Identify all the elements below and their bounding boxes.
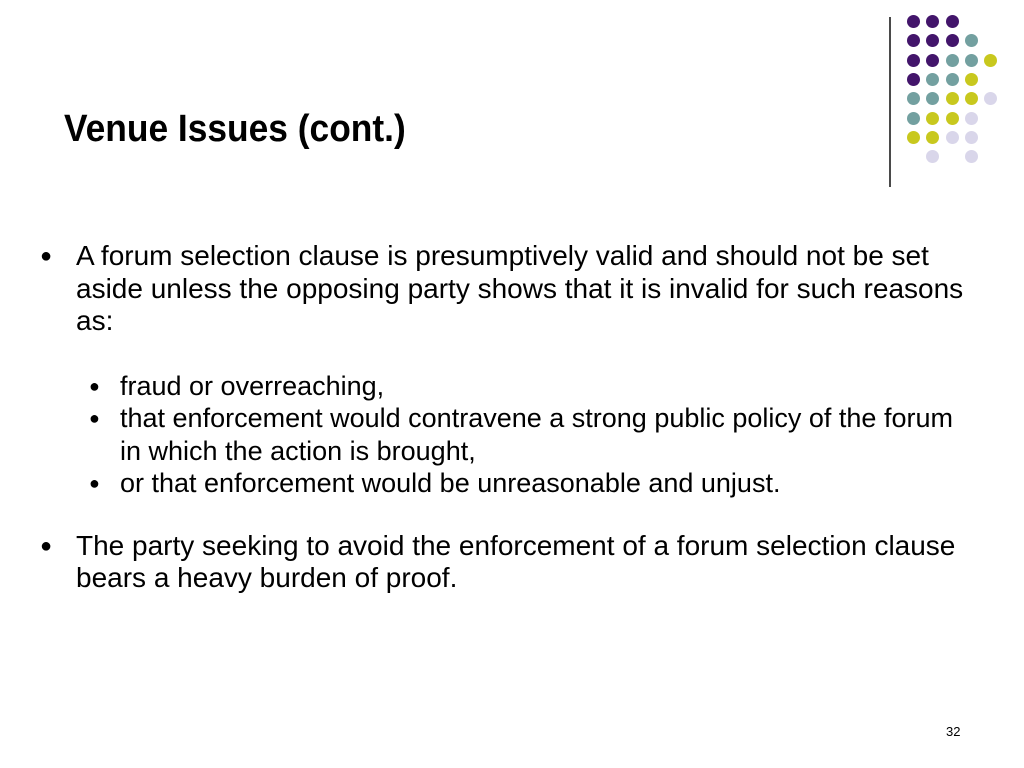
decorative-dot <box>984 54 997 67</box>
decorative-dot <box>946 34 959 47</box>
decorative-dot <box>946 131 959 144</box>
sub-bullet-icon: ● <box>89 375 100 396</box>
bullet-icon: ● <box>40 245 53 267</box>
decorative-dot <box>926 54 939 67</box>
decorative-dot <box>946 112 959 125</box>
sub-bullet-text: or that enforcement would be unreasonable and unjust. <box>120 468 781 498</box>
page-number: 32 <box>946 724 961 739</box>
decorative-dot <box>965 54 978 67</box>
decorative-dot <box>926 34 939 47</box>
decorative-dot <box>926 112 939 125</box>
decorative-dot <box>965 73 978 86</box>
bullet-icon: ● <box>40 534 53 557</box>
slide-body <box>36 240 976 595</box>
sub-bullet-text: that enforcement would contravene a strong public policy of the forum in which the action is brought, <box>120 403 953 466</box>
sub-bullet-icon: ● <box>89 473 100 493</box>
decorative-dot <box>907 92 920 105</box>
decorative-dot <box>926 150 939 163</box>
sub-bullet-list <box>76 370 976 500</box>
sub-bullet-item-fraud <box>76 370 976 403</box>
decorative-dot <box>946 54 959 67</box>
decorative-dot <box>926 92 939 105</box>
decorative-dot <box>965 34 978 47</box>
decorative-dot <box>965 92 978 105</box>
sub-bullet-item-public-policy <box>76 402 976 467</box>
sub-bullet-text: fraud or overreaching, <box>120 370 385 401</box>
decorative-dot <box>907 73 920 86</box>
spacer <box>36 500 976 530</box>
decorative-dot <box>965 131 978 144</box>
bullet-text: The party seeking to avoid the enforcement of a forum selection clause bears a heavy burden of proof. <box>76 529 956 593</box>
decorative-dot-grid <box>907 15 1007 165</box>
slide-title: Venue Issues (cont.) <box>64 108 406 150</box>
decorative-dot <box>984 92 997 105</box>
title-divider-line <box>889 17 891 187</box>
sub-bullet-icon: ● <box>89 408 100 428</box>
bullet-item-forum-clause <box>36 240 976 338</box>
decorative-dot <box>946 92 959 105</box>
decorative-dot <box>907 131 920 144</box>
decorative-dot <box>926 131 939 144</box>
decorative-dot <box>926 73 939 86</box>
decorative-dot <box>965 112 978 125</box>
bullet-text: A forum selection clause is presumptively valid and should not be set aside unless the opposing party shows that it is invalid for such reasons as: <box>76 240 964 336</box>
bullet-item-burden-of-proof <box>36 530 976 595</box>
decorative-dot <box>926 15 939 28</box>
sub-bullet-item-unreasonable <box>76 467 976 500</box>
decorative-dot <box>946 73 959 86</box>
decorative-dot <box>946 15 959 28</box>
decorative-dot <box>907 15 920 28</box>
decorative-dot <box>907 54 920 67</box>
decorative-dot <box>907 112 920 125</box>
decorative-dot <box>907 34 920 47</box>
decorative-dot <box>965 150 978 163</box>
